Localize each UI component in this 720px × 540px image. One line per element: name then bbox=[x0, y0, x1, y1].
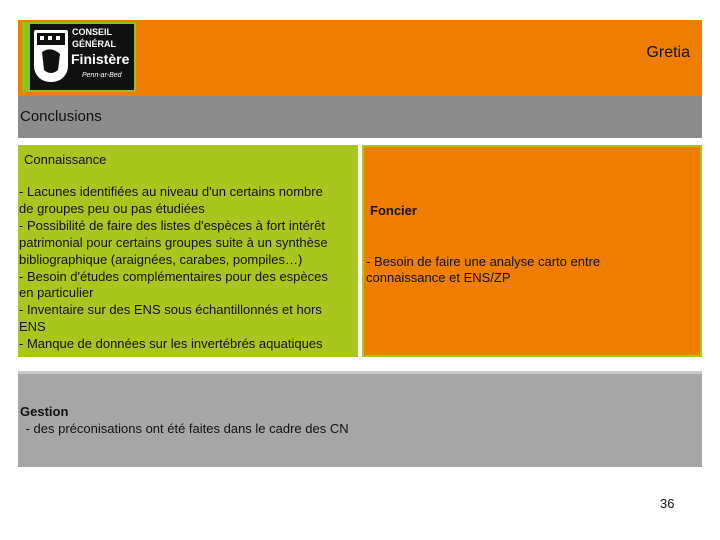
gestion-text: - des préconisations ont été faites dans le cadre des CN bbox=[22, 421, 349, 436]
connaissance-line: patrimonial pour certains groupes suite à un synthèse bbox=[19, 234, 328, 250]
connaissance-text bbox=[19, 184, 359, 353]
connaissance-line: - Lacunes identifiées au niveau d'un certains nombre bbox=[19, 184, 323, 199]
connaissance-line: - Besoin d'études complémentaires pour des espèces bbox=[19, 268, 328, 284]
foncier-panel bbox=[362, 145, 702, 357]
connaissance-title: Connaissance bbox=[24, 152, 107, 167]
connaissance-line: - Manque de données sur les invertébrés aquatiques bbox=[19, 336, 323, 352]
foncier-title: Foncier bbox=[370, 203, 417, 218]
foncier-text bbox=[366, 254, 600, 286]
connaissance-line: de groupes peu ou pas étudiées bbox=[19, 200, 205, 216]
logo-line-3: Finistère bbox=[71, 51, 130, 67]
connaissance-line: en particulier bbox=[19, 285, 94, 301]
conclusions-bar bbox=[18, 96, 702, 138]
logo-line-4: Penn-ar-Bed bbox=[82, 72, 122, 79]
section-title: Conclusions bbox=[20, 108, 102, 125]
foncier-line: - Besoin de faire une analyse carto entre bbox=[366, 254, 601, 269]
connaissance-line: - Inventaire sur des ENS sous échantillonnés et hors bbox=[19, 302, 322, 318]
connaissance-line: - Possibilité de faire des listes d'espèces à fort intérêt bbox=[19, 217, 325, 233]
gestion-panel bbox=[18, 371, 702, 467]
foncier-line: connaissance et ENS/ZP bbox=[366, 270, 511, 285]
page-number: 36 bbox=[660, 496, 675, 511]
logo-line-2: GÉNÉRAL bbox=[72, 39, 117, 49]
connaissance-line: ENS bbox=[19, 319, 46, 335]
connaissance-line: bibliographique (araignées, carabes, pompiles…) bbox=[19, 251, 303, 267]
gestion-title: Gestion bbox=[20, 404, 69, 419]
brand-name: Gretia bbox=[646, 44, 690, 61]
logo-line-1: CONSEIL bbox=[72, 27, 113, 37]
